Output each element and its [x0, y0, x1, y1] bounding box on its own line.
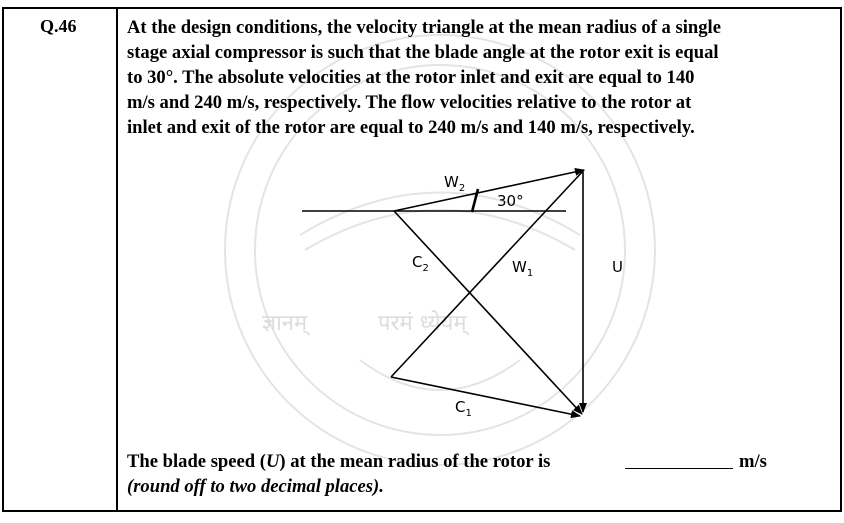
question-line: inlet and exit of the rotor are equal to 240 m/s and 140 m/s, respectively.	[127, 117, 695, 138]
prompt-text-post: ) at the mean radius of the rotor is	[279, 451, 551, 472]
angle-label: 30°	[497, 192, 524, 210]
c2-label: $C_2$	[412, 253, 429, 274]
w2-vector	[394, 170, 584, 211]
question-line: m/s and 240 m/s, respectively. The flow velocities relative to the rotor at	[127, 92, 692, 113]
watermark-book-icon	[300, 193, 580, 236]
question-line: At the design conditions, the velocity triangle at the mean radius of a single	[127, 17, 721, 38]
answer-unit: m/s	[739, 451, 767, 472]
question-line: to 30°. The absolute velocities at the rotor inlet and exit are equal to 140	[127, 67, 695, 88]
c1-label: $C_1$	[455, 398, 472, 419]
prompt-text-pre: The blade speed (	[127, 451, 266, 472]
question-number: Q.46	[40, 16, 77, 36]
w1-vector	[391, 170, 584, 377]
prompt-variable: U	[265, 451, 280, 472]
w2-label: $W_2$	[444, 173, 466, 194]
watermark-text-right: परमं ध्येयम्	[378, 311, 467, 336]
rounding-note	[127, 474, 832, 499]
angle-arc	[472, 189, 478, 212]
question-text	[127, 15, 832, 140]
watermark-text-left: ज्ञानम्	[262, 311, 308, 336]
answer-prompt	[127, 449, 832, 499]
u-label: U	[612, 258, 623, 276]
answer-prompt-line	[127, 449, 832, 474]
question-line: stage axial compressor is such that the blade angle at the rotor exit is equal	[127, 42, 719, 63]
answer-blank[interactable]	[625, 449, 733, 469]
rounding-note-text: (round off to two decimal places).	[127, 476, 384, 497]
w1-label: $W_1$	[512, 258, 534, 279]
